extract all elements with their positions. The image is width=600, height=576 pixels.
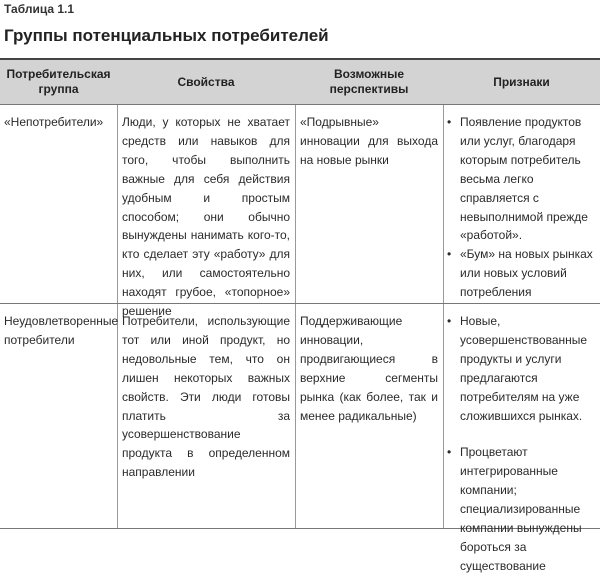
cell-signs: [447, 113, 595, 302]
table-title: Группы потенциальных потребителей: [4, 26, 329, 45]
cell-properties: Люди, у которых не хватает средств или навыков для того, чтобы выполнить важные для себя действия удобным и простым способом; они обычно вынуждены нанимать кого-то, кто сделает эту «работу» для них, или самостоятельно находят грубое, «топорное» решение: [122, 115, 290, 319]
cell-properties: Потребители, использующие тот или иной продукт, но недовольные тем, что он лишен некоторых важных свойств. Эти люди готовы платить за усовершенствование продукта в определенном направлении: [122, 314, 290, 480]
header-properties: Свойства: [177, 74, 235, 89]
list-spacer: [447, 425, 595, 443]
bullet-icon: •: [447, 115, 452, 129]
list-item: • Новые, усовершенствованные продукты и услуги предлагаются потребителям на уже сложившихся рынках.: [447, 314, 588, 423]
header-signs: Признаки: [493, 74, 550, 89]
table-label: Таблица 1.1: [4, 2, 75, 16]
list-item: • Появление продуктов или услуг, благодаря которым потребитель весьма легко справляется с невыполнимой прежде «работой».: [447, 115, 588, 243]
header-group: Потребительская группа: [6, 67, 111, 96]
list-item: • Процветают интегрированные компании; специализированные компании вынуждены бороться за существование: [447, 445, 582, 573]
table-row: [0, 105, 600, 319]
bullet-icon: •: [447, 247, 452, 262]
list-item: • «Бум» на новых рынках или новых условий потребления: [447, 247, 593, 300]
header-prospects: Возможные перспективы: [329, 67, 409, 96]
bullet-icon: •: [447, 445, 452, 460]
consumer-groups-table: [0, 58, 600, 573]
cell-prospects: Поддерживающие инновации, продвигающиеся в верхние сегменты рынка (как более, так и менее радикальные): [300, 314, 438, 423]
cell-group: «Непотребители»: [4, 115, 104, 129]
table-row: [0, 304, 600, 573]
bullet-icon: •: [447, 314, 452, 328]
table-header: [0, 60, 600, 105]
cell-group: Неудовлетворенные потребители: [4, 314, 119, 347]
cell-signs: [447, 312, 595, 576]
cell-prospects: «Подрывные» инновации для выхода на новые рынки: [300, 115, 438, 167]
